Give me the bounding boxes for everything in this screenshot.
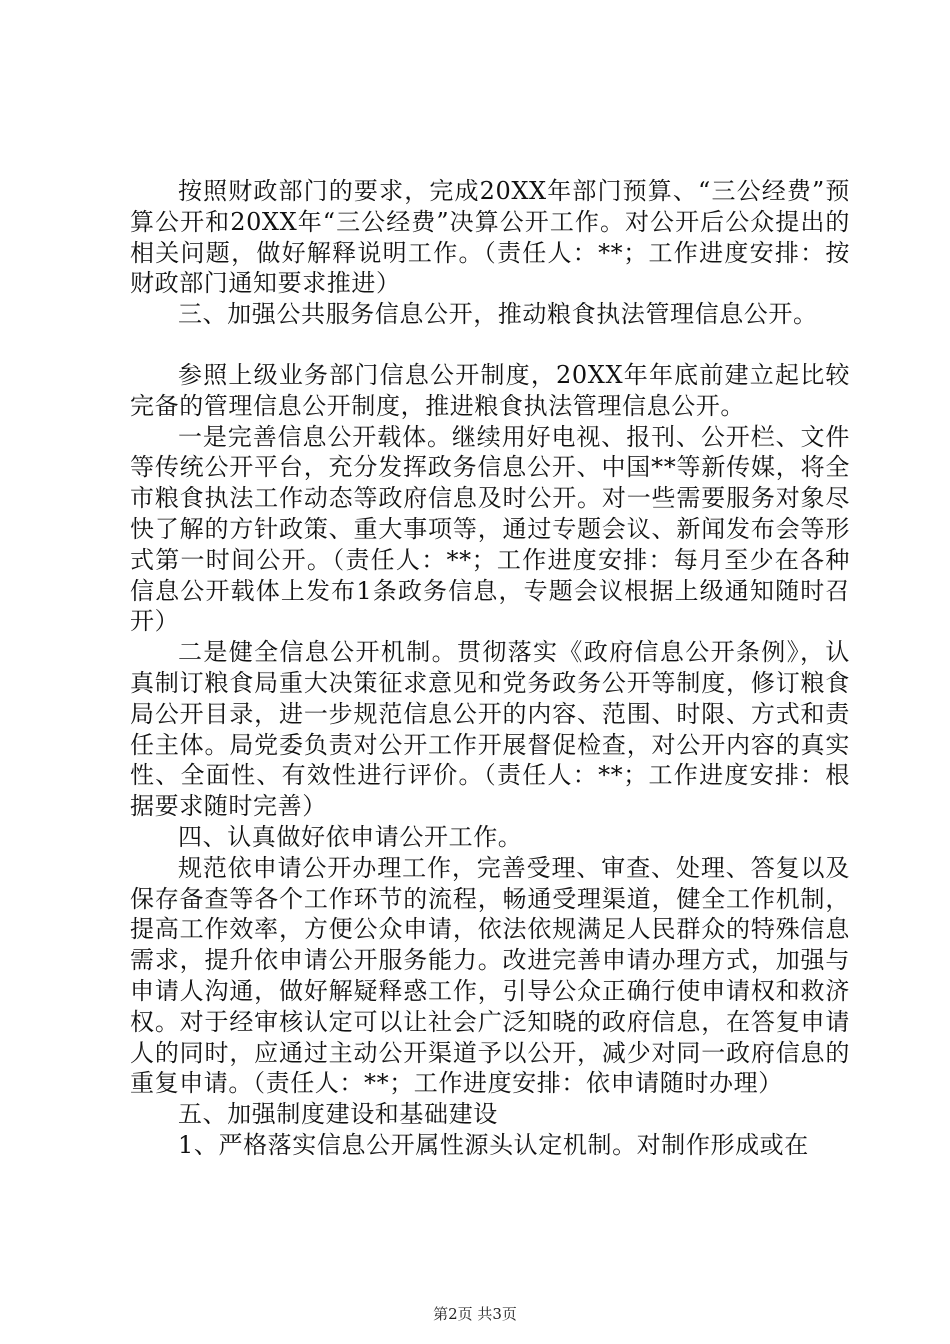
document-body: [130, 176, 850, 1161]
section-heading-5: 五、加强制度建设和基础建设: [178, 1100, 498, 1129]
paragraph-spacer: [130, 330, 850, 360]
paragraph-management-disclosure: 参照上级业务部门信息公开制度，20XX年年底前建立起比较完备的管理信息公开制度，推进粮食执法管理信息公开。: [130, 360, 850, 420]
section-heading-3: 三、加强公共服务信息公开，推动粮食执法管理信息公开。: [178, 300, 818, 329]
section-heading-4: 四、认真做好依申请公开工作。: [178, 822, 523, 851]
paragraph-budget-disclosure: 按照财政部门的要求，完成20XX年部门预算、“三公经费”预算公开和20XX年“三公经费”决算公开工作。对公开后公众提出的相关问题，做好解释说明工作。（责任人：**；工作进度安排：按财政部门通知要求推进）: [130, 177, 850, 298]
page-number-footer: 第2页 共3页: [433, 1305, 517, 1323]
paragraph-disclosure-carriers: 一是完善信息公开载体。继续用好电视、报刊、公开栏、文件等传统公开平台，充分发挥政务信息公开、中国**等新传媒，将全市粮食执法工作动态等政府信息及时公开。对一些需要服务对象尽快了解的方针政策、重大事项等，通过专题会议、新闻发布会等形式第一时间公开。（责任人：**；工作进度安排：每月至少在各种信息公开载体上发布1条政务信息，专题会议根据上级通知随时召开）: [130, 422, 850, 636]
paragraph-application-disclosure: 规范依申请公开办理工作，完善受理、审查、处理、答复以及保存备查等各个工作环节的流程，畅通受理渠道，健全工作机制，提高工作效率，方便公众申请，依法依规满足人民群众的特殊信息需求，提升依申请公开服务能力。改进完善申请办理方式，加强与申请人沟通，做好解疑释惑工作，引导公众正确行使申请权和救济权。对于经审核认定可以让社会广泛知晓的政府信息，在答复申请人的同时，应通过主动公开渠道予以公开，减少对同一政府信息的重复申请。（责任人：**；工作进度安排：依申请随时办理）: [130, 853, 850, 1098]
paragraph-source-attribute: 1、严格落实信息公开属性源头认定机制。对制作形成或在: [178, 1130, 809, 1159]
paragraph-disclosure-mechanism: 二是健全信息公开机制。贯彻落实《政府信息公开条例》，认真制订粮食局重大决策征求意见和党务政务公开等制度，修订粮食局公开目录，进一步规范信息公开的内容、范围、时限、方式和责任主体。局党委负责对公开工作开展督促检查，对公开内容的真实性、全面性、有效性进行评价。（责任人：**；工作进度安排：根据要求随时完善）: [130, 638, 850, 821]
